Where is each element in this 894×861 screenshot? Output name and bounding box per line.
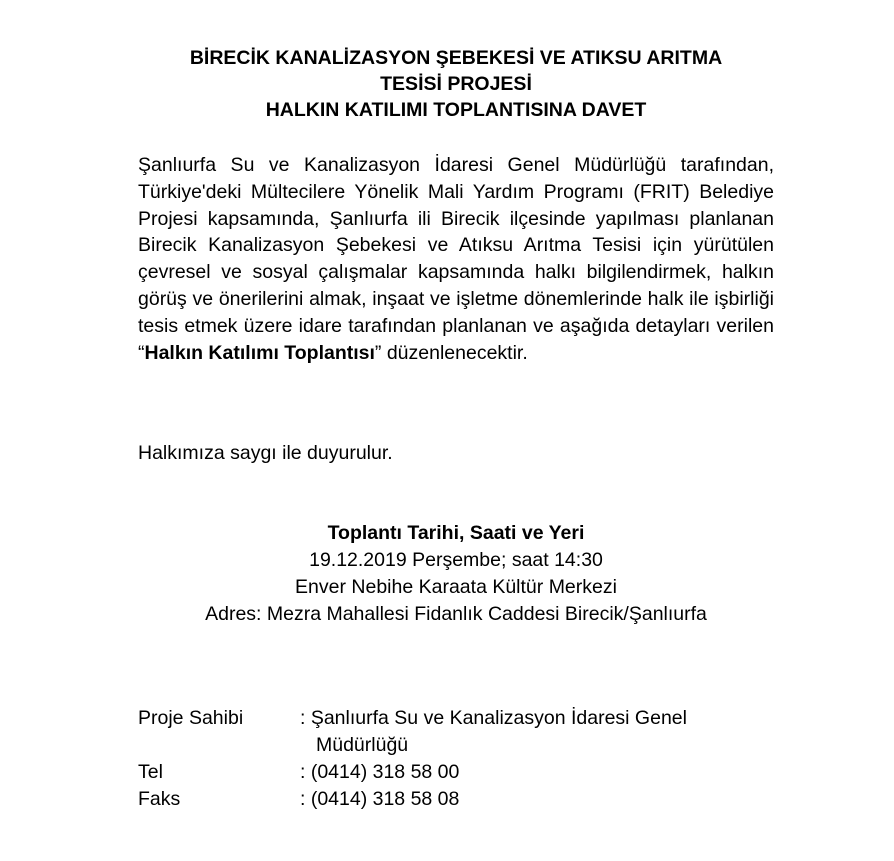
tel-value: : (0414) 318 58 00 <box>300 761 460 783</box>
owner-value <box>300 705 687 759</box>
contact-row-tel <box>138 759 687 786</box>
meeting-heading: Toplantı Tarihi, Saati ve Yeri <box>327 522 585 544</box>
greeting-text: Halkımıza saygı ile duyurulur. <box>138 442 393 464</box>
announcement-paragraph <box>138 152 774 366</box>
meeting-address: Adres: Mezra Mahallesi Fidanlık Caddesi Birecik/Şanlıurfa <box>205 603 707 625</box>
paragraph-intro: Şanlıurfa Su ve Kanalizasyon İdaresi Genel Müdürlüğü tarafından, Türkiye'deki Mültecilere Yönelik Mali Yardım Programı (FRIT) Belediye Projesi kapsamında, Şanlıurfa ili Birecik ilçesinde yapılması planlanan Birecik Kanalizasyon Şebekesi ve Atıksu Arıtma Tesisi için yürütülen çevresel ve sosyal çalışmalar kapsamında halkı bilgilendirmek, halkın görüş ve önerilerini almak, inşaat ve işletme dönemlerinde halk ile işbirliği tesis etmek üzere idare tarafından planlanan ve aşağıda detayları verilen “ <box>138 154 774 364</box>
fax-value: : (0414) 318 58 08 <box>300 788 460 810</box>
title-line-1: BİRECİK KANALİZASYON ŞEBEKESİ VE ATIKSU ARITMA <box>189 47 723 69</box>
tel-label: Tel <box>138 761 163 783</box>
contact-row-fax <box>138 786 687 813</box>
meeting-details <box>138 520 774 628</box>
owner-value-line-1: : Şanlıurfa Su ve Kanalizasyon İdaresi Genel <box>300 707 687 729</box>
contact-row-owner <box>138 705 687 759</box>
owner-label: Proje Sahibi <box>138 707 244 729</box>
contact-info <box>138 705 687 813</box>
title-line-3: HALKIN KATILIMI TOPLANTISINA DAVET <box>265 99 647 121</box>
owner-value-line-2: Müdürlüğü <box>316 734 409 756</box>
meeting-datetime: 19.12.2019 Perşembe; saat 14:30 <box>309 549 603 571</box>
paragraph-highlight: Halkın Katılımı Toplantısı <box>144 341 375 364</box>
title-line-2: TESİSİ PROJESİ <box>380 73 532 95</box>
fax-label: Faks <box>138 788 181 810</box>
meeting-venue: Enver Nebihe Karaata Kültür Merkezi <box>295 576 617 598</box>
document-title <box>140 45 772 123</box>
paragraph-outro: ” düzenlenecektir. <box>374 341 528 364</box>
